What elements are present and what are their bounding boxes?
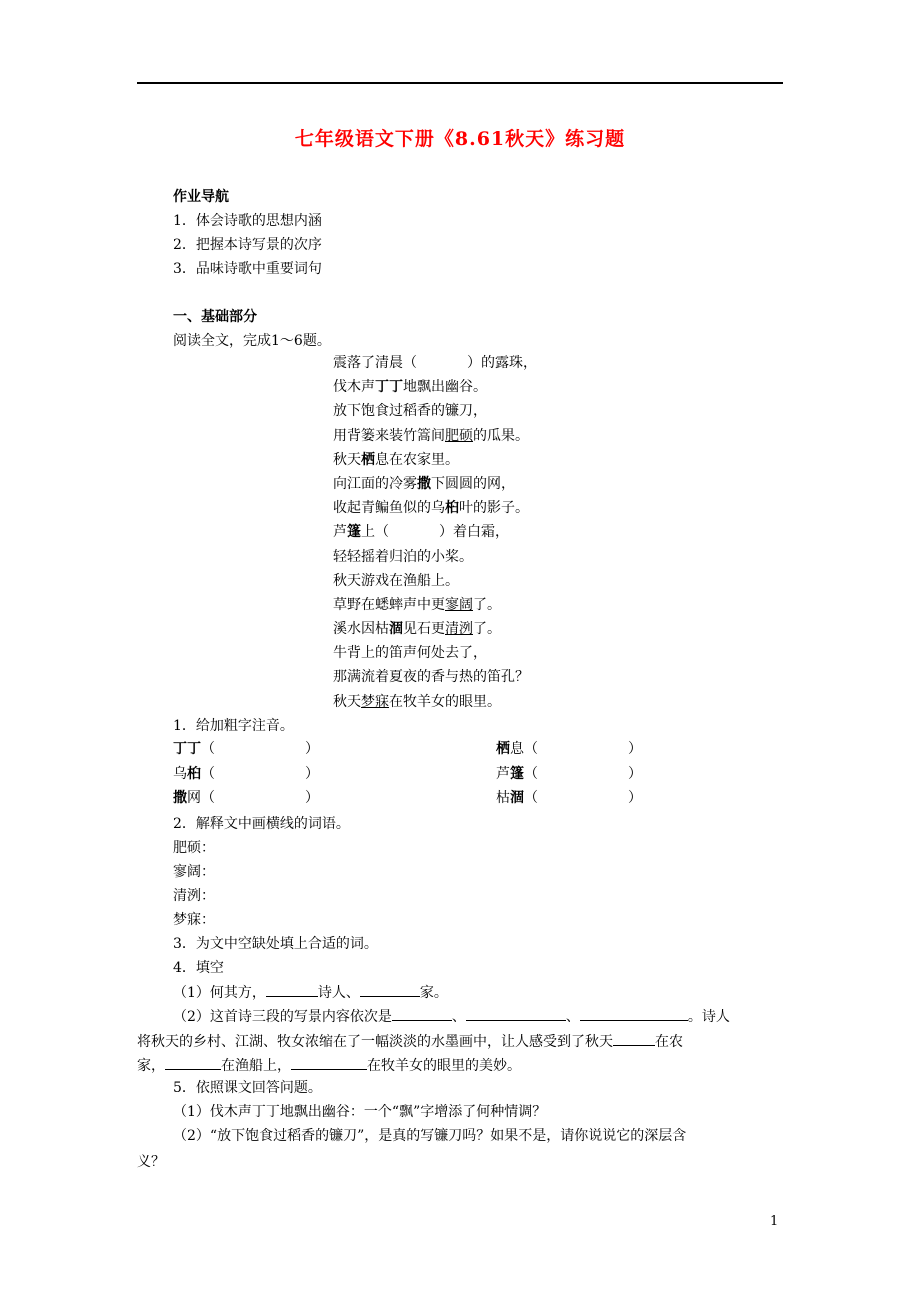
poem-line: 用背篓来装竹篙间肥硕的瓜果。	[333, 427, 529, 444]
guide-heading: 作业导航	[173, 189, 229, 205]
poem-line: 秋天游戏在渔船上。	[333, 572, 459, 589]
section-intro: 阅读全文，完成1～6题。	[173, 333, 331, 349]
poem-line: 秋天梦寐在牧羊女的眼里。	[333, 693, 501, 710]
poem-line: 芦篷上（ ）着白霜，	[333, 524, 509, 541]
guide-item: 3．品味诗歌中重要词句	[173, 261, 322, 277]
table-row: 乌桕（ ） 芦篷（ ）	[173, 765, 642, 782]
question-4-prompt: 4．填空	[173, 960, 224, 976]
poem-line: 轻轻摇着归泊的小桨。	[333, 548, 473, 565]
answer-item: 肥硕：	[173, 840, 215, 856]
poem-line: 牛背上的笛声何处去了，	[333, 645, 487, 662]
question-4-1: （1）何其方， 诗人、 家。	[173, 982, 448, 1003]
answer-blank[interactable]	[466, 1006, 566, 1021]
top-rule	[137, 82, 783, 84]
table-row: 丁丁（ ） 栖息（ ）	[173, 741, 642, 757]
page-number: 1	[770, 1214, 779, 1229]
guide-item: 2．把握本诗写景的次序	[173, 237, 322, 253]
answer-blank[interactable]	[392, 1006, 452, 1021]
answer-blank[interactable]	[360, 982, 420, 997]
question-4-2: （2）这首诗三段的写景内容依次是 、 、 。诗人	[173, 1006, 730, 1027]
question-5-2: （2）“放下饱食过稻香的镰刀”，是真的写镰刀吗？如果不是，请你说说它的深层含	[173, 1128, 687, 1144]
question-2-prompt: 2．解释文中画横线的词语。	[173, 816, 350, 832]
answer-item: 梦寐：	[173, 912, 215, 928]
answer-blank[interactable]	[165, 1055, 221, 1070]
poem-line: 溪水因枯涸见石更清洌了。	[333, 621, 501, 638]
question-3-prompt: 3．为文中空缺处填上合适的词。	[173, 936, 378, 952]
answer-blank[interactable]	[291, 1055, 367, 1070]
page-title: 七年级语文下册《8.61秋天》练习题	[294, 128, 626, 150]
question-1-prompt: 1．给加粗字注音。	[173, 718, 294, 734]
guide-item: 1．体会诗歌的思想内涵	[173, 213, 322, 229]
section-heading: 一、基础部分	[173, 309, 257, 325]
poem	[333, 353, 537, 716]
poem-line: 伐木声丁丁地飘出幽谷。	[333, 379, 487, 396]
answer-blank[interactable]	[613, 1031, 655, 1046]
poem-line: 那满流着夏夜的香与热的笛孔？	[333, 669, 529, 686]
poem-line: 草野在蟋蟀声中更寥阔了。	[333, 596, 501, 613]
answer-blank[interactable]	[266, 982, 318, 997]
question-5-prompt: 5．依照课文回答问题。	[173, 1080, 322, 1096]
question-4-2-cont: 将秋天的乡村、江湖、牧女浓缩在了一幅淡淡的水墨画中，让人感受到了秋天 在农	[137, 1030, 783, 1054]
answer-item: 清洌：	[173, 888, 215, 904]
question-5-1: （1）伐木声丁丁地飘出幽谷：一个“飘”字增添了何种情调？	[173, 1104, 547, 1120]
question-4-2-cont: 家， 在渔船上， 在牧羊女的眼里的美妙。	[137, 1054, 783, 1078]
pinyin-table	[173, 739, 653, 813]
answer-blank[interactable]	[580, 1006, 688, 1021]
poem-line: 放下饱食过稻香的镰刀，	[333, 403, 487, 420]
poem-line: 向江面的冷雾撒下圆圆的网，	[333, 475, 515, 492]
question-5-2-cont: 义？	[137, 1154, 165, 1170]
answer-item: 寥阔：	[173, 864, 215, 880]
poem-line: 震落了清晨（ ）的露珠，	[333, 355, 537, 371]
poem-line: 收起青鳊鱼似的乌桕叶的影子。	[333, 500, 529, 517]
poem-line: 秋天栖息在农家里。	[333, 451, 459, 468]
table-row: 撒网（ ） 枯涸（ ）	[173, 790, 642, 807]
